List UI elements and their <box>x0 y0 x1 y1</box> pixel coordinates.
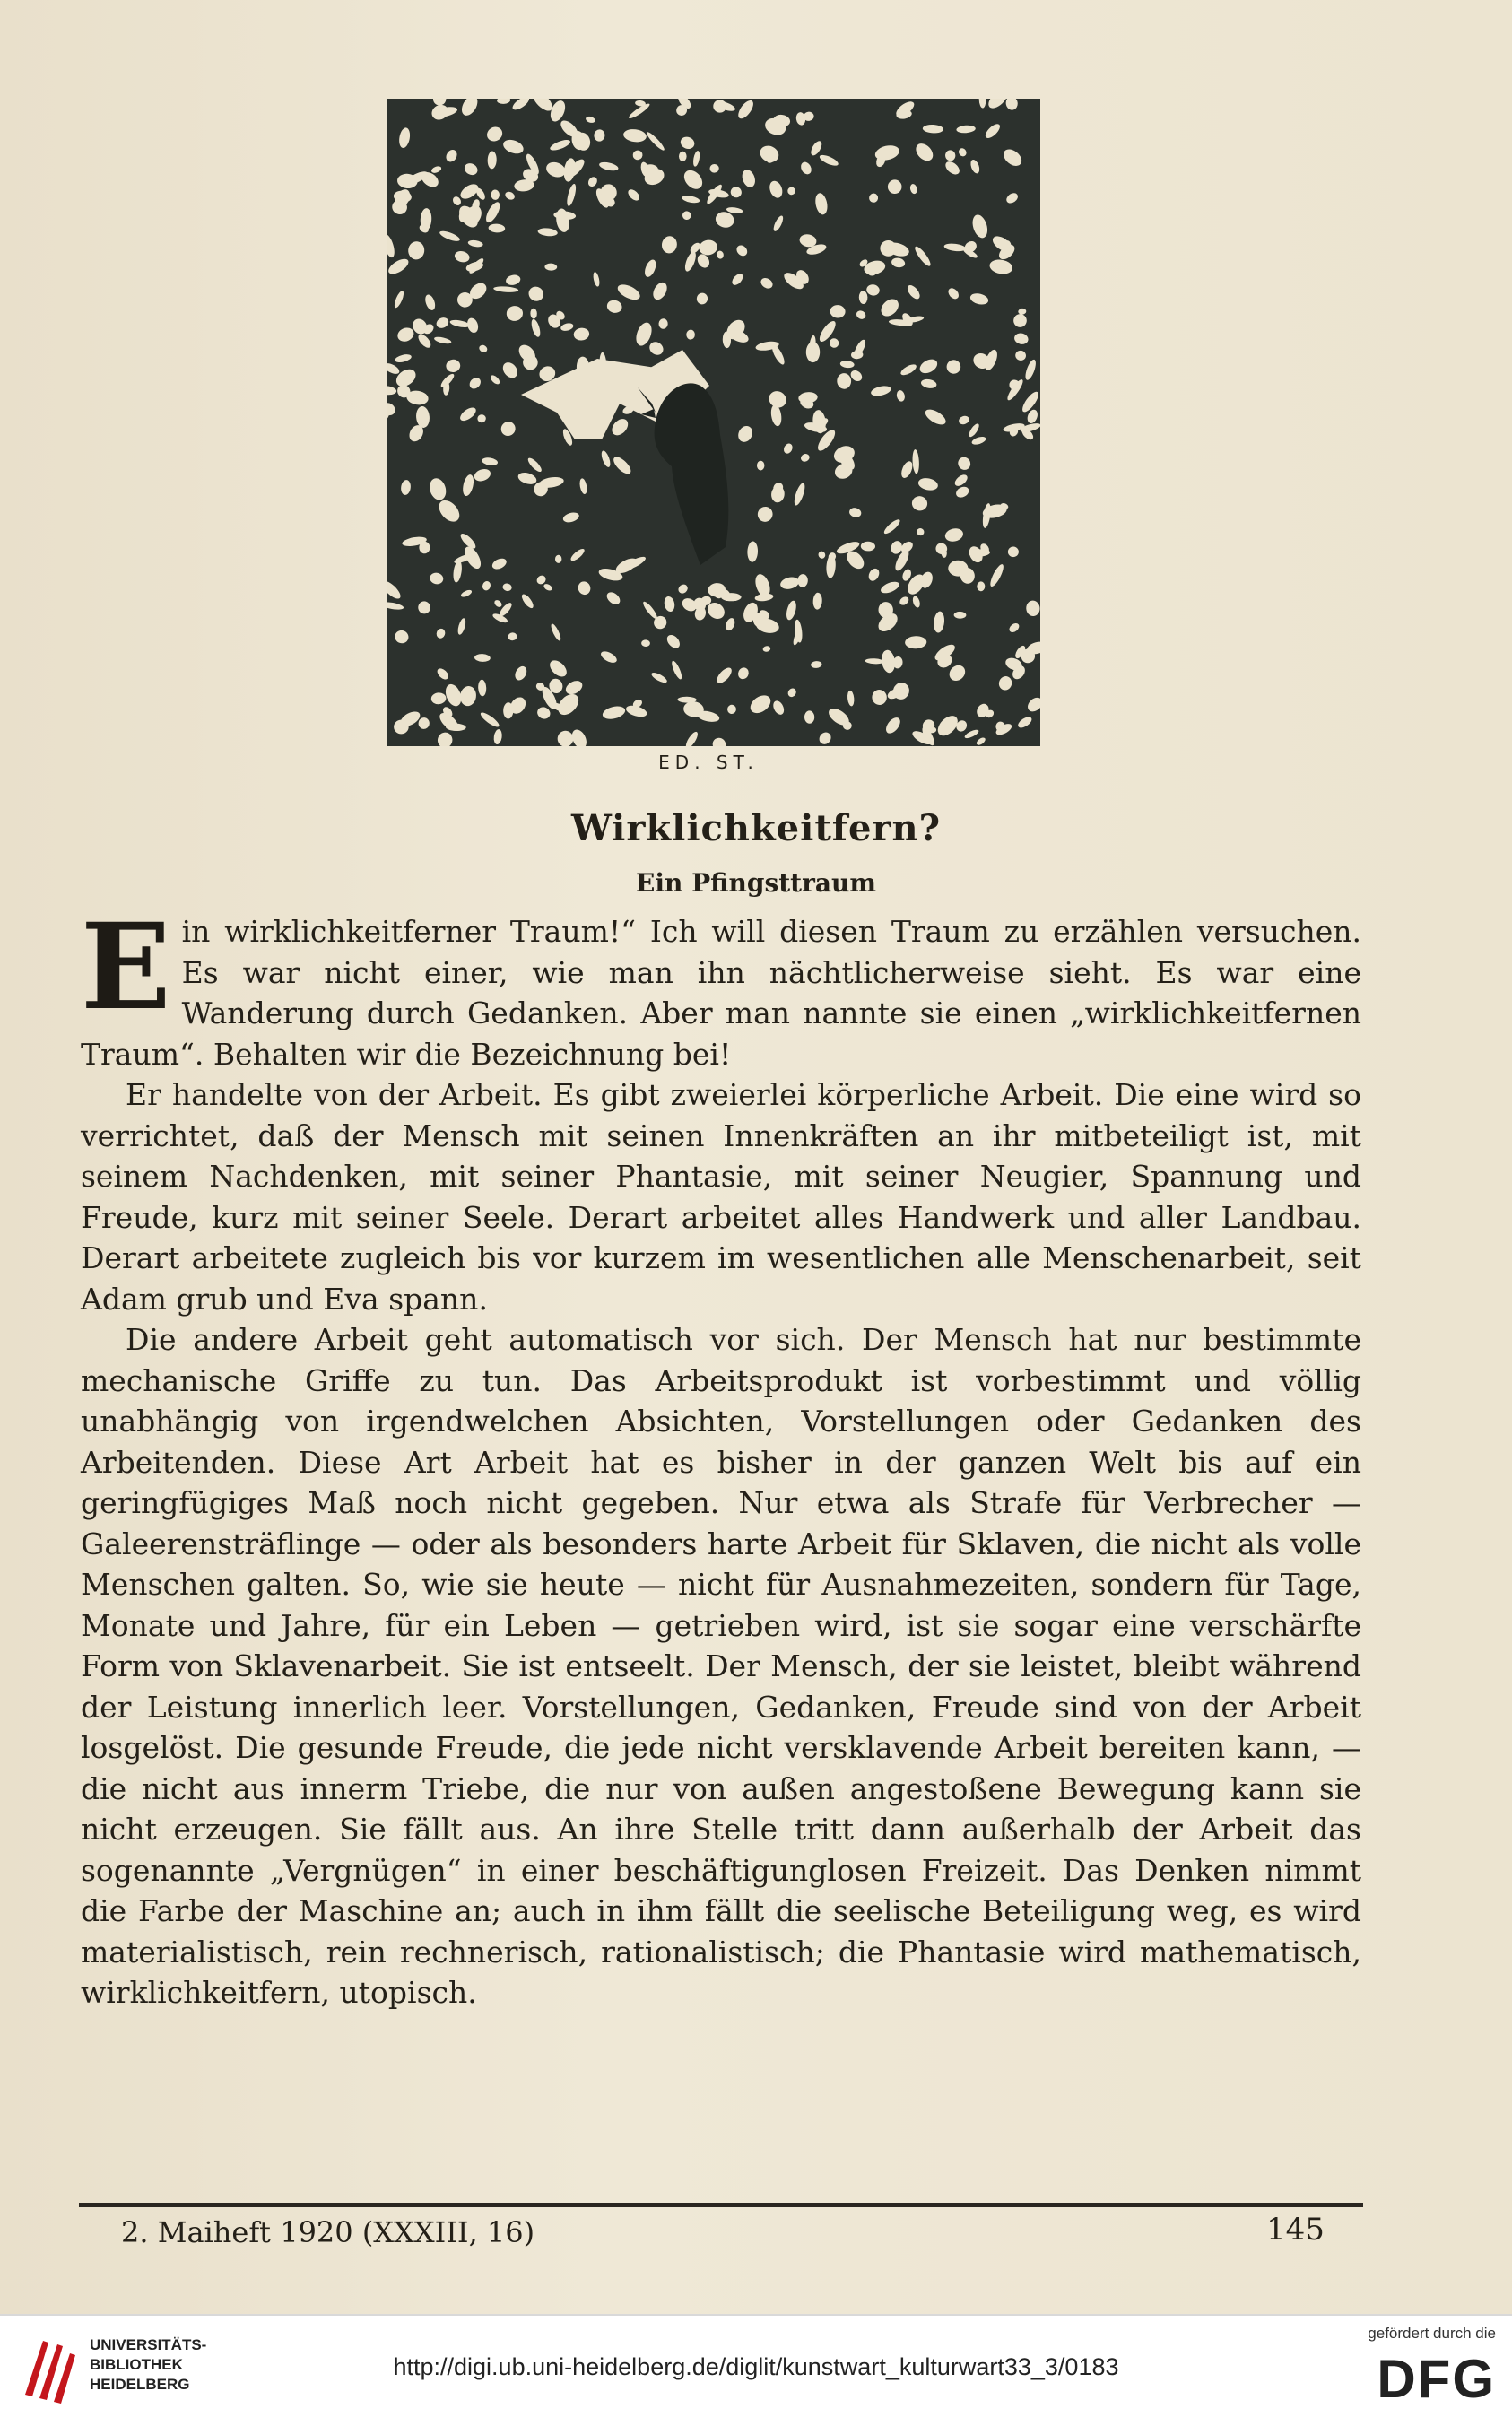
bird-in-foliage-image <box>387 99 1040 746</box>
dfg-logo[interactable]: DFG <box>1377 2349 1496 2409</box>
paragraph-1-text: in wirklichkeitferner Traum!“ Ich will diesen Traum zu erzählen versuchen. Es war nicht einer, wie man ihn nächtlicherweise sieht. Es war eine Wanderung durch Gedanken. Aber man nannte sie einen „wirklichkeitfernen Traum“. Behalten wir die Bezeichnung bei! <box>81 914 1361 1072</box>
permalink-url[interactable]: http://digi.ub.uni-heidelberg.de/diglit/kunstwart_kulturwart33_3/0183 <box>393 2353 1119 2380</box>
institution-line-3: HEIDELBERG <box>90 2376 190 2393</box>
article-subtitle: Ein Pfingsttraum <box>636 868 876 898</box>
institution-line-1: UNIVERSITÄTS- <box>90 2336 207 2353</box>
artist-signature: ED. ST. <box>658 752 759 773</box>
page-number: 145 <box>1266 2212 1325 2248</box>
paragraph-2: Er handelte von der Arbeit. Es gibt zweierlei körperliche Arbeit. Die eine wird so verrichtet, daß der Mensch mit seinen Innenkräften an ihr mitbeteiligt ist, mit seinem Nachdenken, mit seiner Phantasie, mit seiner Neugier, Spannung und Freude, kurz mit seiner Seele. Derart arbeitet alles Handwerk und aller Landbau. Derart arbeitete zugleich bis vor kurzem im wesentlichen alle Menschenarbeit, seit Adam grub und Eva spann. <box>81 1077 1361 1317</box>
footer-rule <box>79 2203 1363 2207</box>
leaf-mark <box>679 152 687 161</box>
issue-reference: 2. Maiheft 1920 (XXXIII, 16) <box>121 2215 535 2249</box>
leaf-mark <box>721 593 742 601</box>
article-body <box>81 898 1361 2013</box>
institution-line-2: BIBLIOTHEK <box>90 2356 183 2373</box>
paragraph-3: Die andere Arbeit geht automatisch vor sich. Der Mensch hat nur bestimmte mechanische Griffe zu tun. Das Arbeitsprodukt ist vorbestimmt und völlig unabhängig von irgendwelchen Absichten, Vorstellungen oder Gedanken des Arbeitenden. Diese Art Arbeit hat es bisher in der ganzen Welt bis auf ein geringfügiges Maß noch nicht gegeben. Nur etwa als Strafe für Verbrecher — Galeerensträflinge — oder als besonders harte Arbeit für Sklaven, die nicht als volle Menschen galten. So, wie sie heute — nicht für Ausnahmezeiten, sondern für Tage, Monate und Jahre, für ein Leben — getrieben wird, ist sie sogar eine verschärfte Form von Sklavenarbeit. Sie ist entseelt. Der Mensch, der sie leistet, bleibt während der Leistung innerlich leer. Vorstellungen, Gedanken, Freude sind von der Arbeit losgelöst. Die gesunde Freude, die jede nicht versklavende Arbeit bereiten kann, — die nicht aus innerm Triebe, die nur von außen angestoßene Bewegung kann sie nicht erzeugen. Sie fällt aus. An ihre Stelle tritt dann außerhalb der Arbeit das sogenannte „Vergnügen“ in einer beschäftigunglosen Freizeit. Das Denken nimmt die Farbe der Maschine an; auch in ihm fällt die seelische Beteiligung weg, es wird materialistisch, rein rechnerisch, rationalistisch; die Phantasie wird mathematisch, wirklichkeitfern, utopisch. <box>81 1322 1361 2010</box>
leaf-mark <box>867 264 878 275</box>
article-title: Wirklichkeitfern? <box>570 807 942 849</box>
drop-cap: E <box>81 898 171 1037</box>
paragraph-1 <box>81 898 1361 1074</box>
leaf-mark <box>757 461 764 471</box>
woodcut-illustration <box>387 99 1040 746</box>
funded-by-label: gefördert durch die <box>1368 2325 1496 2342</box>
